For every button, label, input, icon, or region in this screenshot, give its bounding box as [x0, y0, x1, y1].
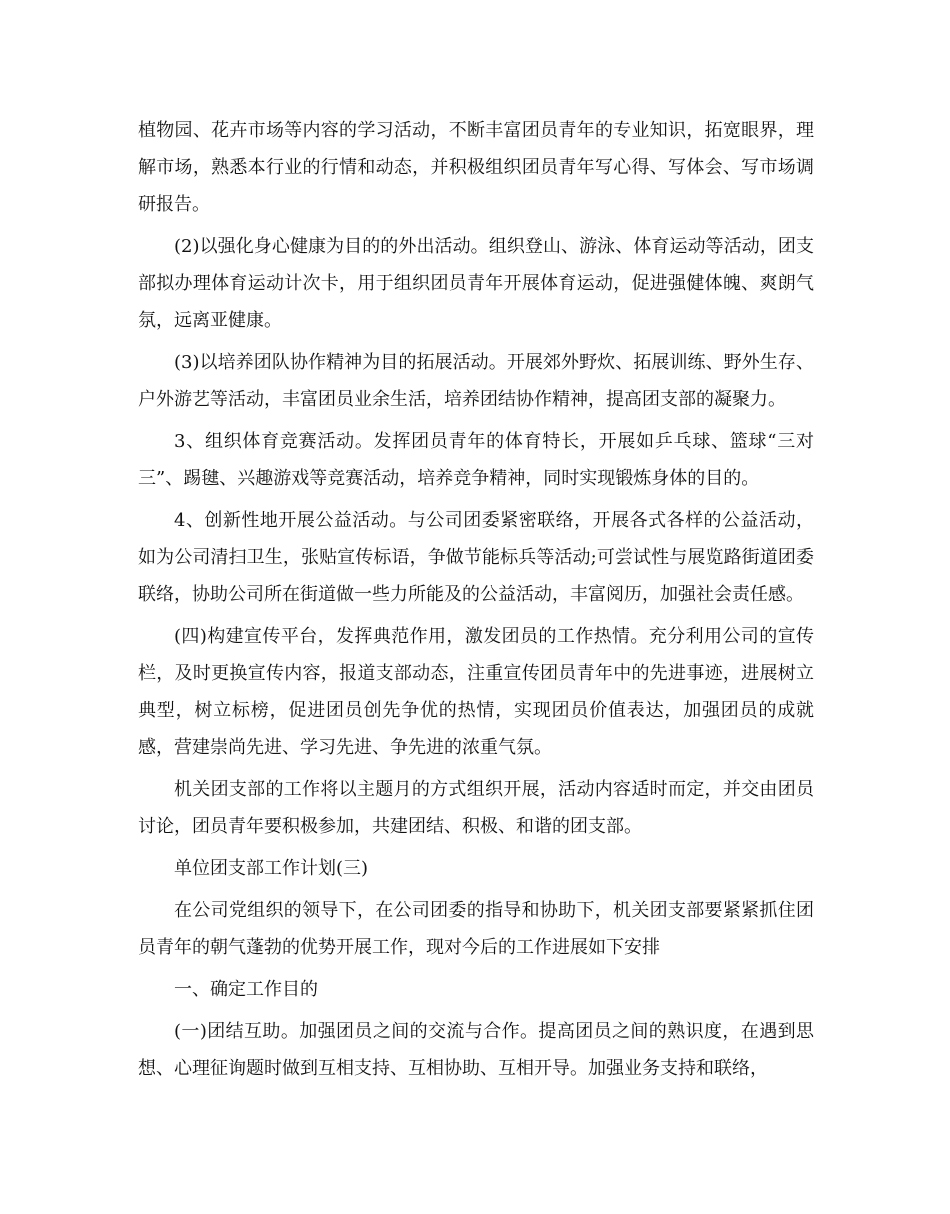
- paragraph: (四)构建宣传平台，发挥典范作用，激发团员的工作热情。充分利用公司的宣传栏，及时更换宣传内容，报道支部动态，注重宣传团员青年中的先进事迹，进展树立典型，树立标榜，促进团员创先争优的热情，实现团员价值表达，加强团员的成就感，营建崇尚先进、学习先进、争先进的浓重气氛。: [138, 626, 814, 758]
- paragraph: 在公司党组织的领导下，在公司团委的指导和协助下，机关团支部要紧紧抓住团员青年的朝气蓬勃的优势开展工作，现对今后的工作进展如下安排: [138, 900, 814, 958]
- paragraph: 4、创新性地开展公益活动。与公司团委紧密联络，开展各式各样的公益活动，如为公司清扫卫生，张贴宣传标语，争做节能标兵等活动;可尝试性与展览路街道团委联络，协助公司所在街道做一些力所能及的公益活动，丰富阅历，加强社会责任感。: [138, 510, 814, 605]
- subsection-heading: 一、确定工作目的: [174, 979, 318, 1000]
- paragraph: 机关团支部的工作将以主题月的方式组织开展，活动内容适时而定，并交由团员讨论，团员青年要积极参加，共建团结、积极、和谐的团支部。: [138, 779, 814, 837]
- paragraph: 3、组织体育竞赛活动。发挥团员青年的体育特长，开展如乒乓球、篮球“三对三”、踢毽、兴趣游戏等竞赛活动，培养竞争精神，同时实现锻炼身体的目的。: [138, 431, 814, 489]
- paragraph: 植物园、花卉市场等内容的学习活动，不断丰富团员青年的专业知识，拓宽眼界，理解市场，熟悉本行业的行情和动态，并积极组织团员青年写心得、写体会、写市场调研报告。: [138, 120, 814, 215]
- paragraph: (3)以培养团队协作精神为目的拓展活动。开展郊外野炊、拓展训练、野外生存、户外游艺等活动，丰富团员业余生活，培养团结协作精神，提高团支部的凝聚力。: [138, 352, 814, 410]
- paragraph: (2)以强化身心健康为目的的外出活动。组织登山、游泳、体育运动等活动，团支部拟办理体育运动计次卡，用于组织团员青年开展体育运动，促进强健体魄、爽朗气氛，远离亚健康。: [138, 236, 814, 331]
- paragraph: (一)团结互助。加强团员之间的交流与合作。提高团员之间的熟识度，在遇到思想、心理征询题时做到互相支持、互相协助、互相开导。加强业务支持和联络，: [138, 1021, 814, 1079]
- document-body: [138, 112, 814, 1092]
- section-heading: 单位团支部工作计划(三): [174, 858, 369, 879]
